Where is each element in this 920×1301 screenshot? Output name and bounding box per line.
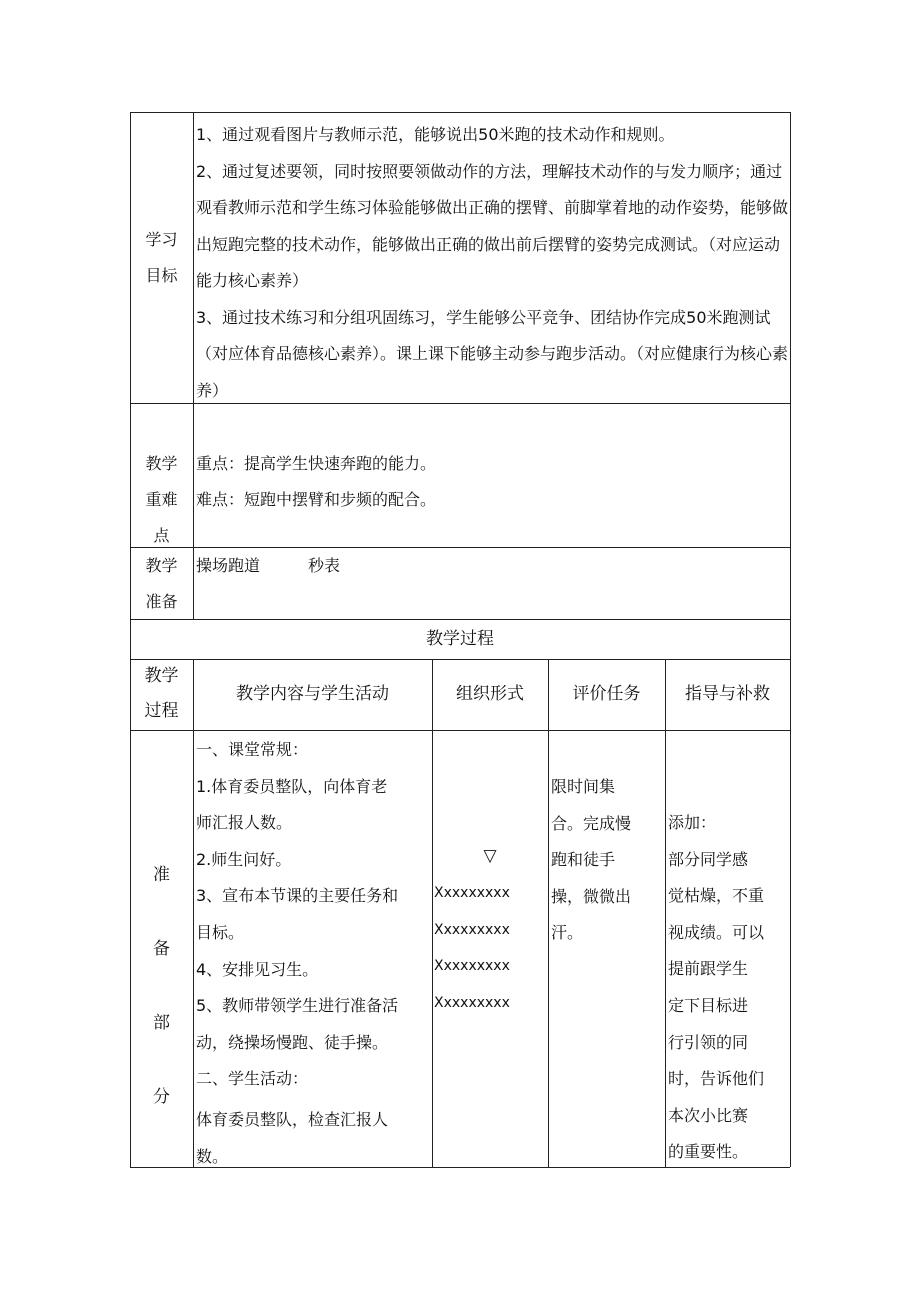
- key-points-label-line: 点: [153, 526, 170, 545]
- guidance-line: 行引领的同: [668, 1032, 749, 1052]
- phase-char: 准: [153, 865, 170, 885]
- preparation-label: [130, 548, 193, 620]
- guidance-line: 部分同学感: [668, 849, 749, 869]
- header-phase-line: 教学: [144, 666, 179, 686]
- guidance-line: 添加：: [668, 813, 717, 832]
- phase-char: 部: [153, 1013, 170, 1033]
- row-divider: [130, 619, 790, 620]
- lesson-plan-table: [130, 112, 790, 1167]
- content-line: 师汇报人数。: [196, 813, 293, 833]
- key-point-difficulty: 难点：短跑中摆臂和步频的配合。: [196, 490, 437, 509]
- guidance-line: 定下目标进: [668, 995, 749, 1015]
- preparation-label-line: 教学: [145, 556, 178, 575]
- column-divider: [665, 659, 666, 1167]
- preparation-label-line: 准备: [145, 592, 178, 611]
- header-guidance: 指导与补救: [685, 684, 770, 704]
- table-border-right: [790, 112, 791, 1167]
- objectives-label: [130, 222, 193, 294]
- objective-item-3: 3、通过技术练习和分组巩固练习，学生能够公平竞争、团结协作完成50米跑测试（对应体育品德核心素养）。课上课下能够主动参与跑步活动。（对应健康行为核心素养）: [196, 307, 789, 400]
- objectives-label-line: 目标: [145, 266, 178, 285]
- header-evaluation: 评价任务: [572, 684, 641, 704]
- content-line: 1.体育委员整队，向体育老: [196, 776, 388, 796]
- header-content: 教学内容与学生活动: [236, 684, 389, 704]
- warmup-guidance: [668, 805, 790, 1171]
- header-phase: [130, 659, 193, 729]
- preparation-items: 操场跑道 秒表: [196, 556, 341, 575]
- objectives-label-line: 学习: [145, 230, 178, 249]
- formation-row: Xxxxxxxxx: [434, 994, 510, 1011]
- evaluation-line: 操，微微出: [551, 886, 632, 906]
- column-divider: [193, 659, 194, 1167]
- row-divider: [130, 659, 790, 660]
- formation-row: Xxxxxxxxx: [434, 885, 510, 901]
- guidance-line: 提前跟学生: [668, 959, 749, 979]
- column-divider: [432, 659, 433, 1167]
- evaluation-line: 汗。: [551, 923, 584, 942]
- column-divider: [193, 112, 194, 619]
- content-line: 5、教师带领学生进行准备活: [196, 996, 399, 1016]
- guidance-line: 本次小比赛: [668, 1105, 749, 1125]
- phase-char: 分: [153, 1087, 170, 1107]
- guidance-line: 觉枯燥，不重: [668, 886, 765, 906]
- header-phase-line: 过程: [144, 701, 179, 721]
- header-organization: 组织形式: [456, 684, 524, 704]
- content-line: 体育委员整队，检查汇报人: [196, 1109, 389, 1129]
- key-point-focus: 重点：提高学生快速奔跑的能力。: [196, 454, 437, 473]
- warmup-content: [196, 732, 432, 1175]
- objective-item-2: 2、通过复述要领，同时按照要领做动作的方法，理解技术动作的与发力顺序；通过观看教师示范和学生练习体验能够做出正确的摆臂、前脚掌着地的动作姿势，能够做出短跑完整的技术动作，能够做出正确的做出前后摆臂的姿势完成测试。（对应运动能力核心素养）: [196, 161, 789, 290]
- content-line: 动，绕操场慢跑、徒手操。: [196, 1032, 389, 1052]
- key-points-label-line: 教学: [145, 454, 178, 473]
- warmup-evaluation: [551, 769, 665, 952]
- guidance-line: 的重要性。: [668, 1142, 749, 1162]
- key-points-label-line: 重难: [145, 490, 178, 509]
- column-divider: [548, 659, 549, 1167]
- content-line: 二、学生活动：: [196, 1069, 309, 1089]
- content-line: 2.师生问好。: [196, 849, 292, 869]
- row-divider: [130, 730, 790, 731]
- evaluation-line: 跑和徒手: [551, 850, 616, 869]
- guidance-line: 视成绩。可以: [668, 922, 765, 942]
- formation-row: Xxxxxxxxx: [434, 958, 510, 974]
- preparation-content: [196, 548, 788, 584]
- content-line: 目标。: [196, 922, 245, 942]
- process-title: 教学过程: [426, 629, 494, 649]
- content-line: 4、安排见习生。: [196, 959, 319, 979]
- guidance-line: 时，告诉他们: [668, 1069, 765, 1089]
- content-line: 一、课堂常规：: [196, 740, 309, 759]
- teacher-marker-icon: ▽: [483, 846, 497, 866]
- phase-warmup: [130, 838, 193, 1134]
- content-line: 数。: [196, 1146, 229, 1166]
- evaluation-line: 限时间集: [551, 777, 616, 796]
- objectives-content: [196, 117, 788, 409]
- key-points-label: [130, 446, 193, 554]
- evaluation-line: 合。完成慢: [551, 813, 632, 833]
- table-border-top: [130, 112, 790, 113]
- formation-row: Xxxxxxxxx: [434, 921, 510, 938]
- key-points-content: [196, 446, 788, 518]
- phase-char: 备: [153, 939, 170, 959]
- content-line: 3、宣布本节课的主要任务和: [196, 886, 399, 906]
- formation: [434, 875, 546, 1021]
- objective-item-1: 1、通过观看图片与教师示范，能够说出50米跑的技术动作和规则。: [196, 125, 675, 144]
